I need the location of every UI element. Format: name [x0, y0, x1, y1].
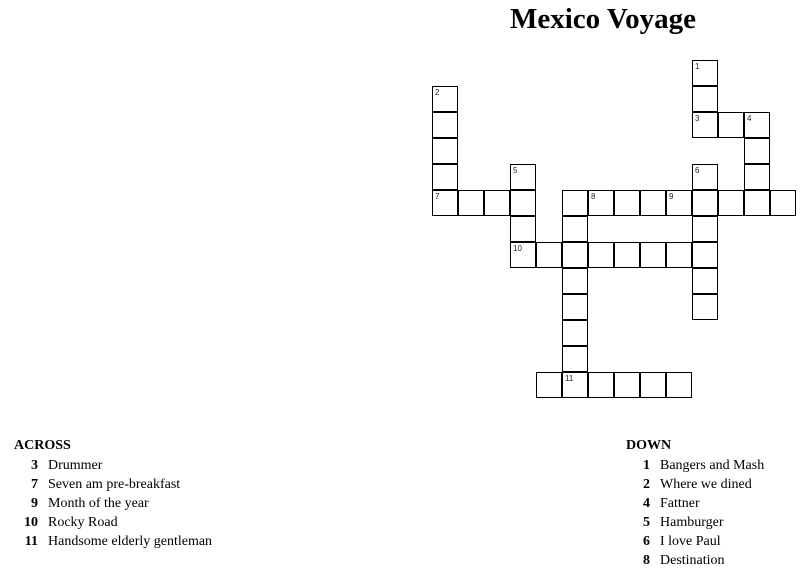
clue-text: Hamburger: [660, 515, 724, 530]
clue-across-3: [14, 456, 212, 475]
grid-cell[interactable]: [692, 60, 718, 86]
grid-cell[interactable]: [614, 372, 640, 398]
grid-cell[interactable]: [692, 294, 718, 320]
clue-number-label: 3: [695, 114, 700, 123]
grid-cell[interactable]: [588, 242, 614, 268]
grid-cell[interactable]: [692, 190, 718, 216]
grid-cell[interactable]: [562, 320, 588, 346]
grid-cell[interactable]: [640, 190, 666, 216]
clue-text: Bangers and Mash: [660, 458, 765, 473]
clue-number-label: 7: [435, 192, 440, 201]
clue-number-label: 11: [565, 374, 574, 383]
clue-number: 6: [643, 534, 650, 549]
grid-cell[interactable]: [562, 294, 588, 320]
grid-cell[interactable]: [588, 190, 614, 216]
grid-cell[interactable]: [536, 372, 562, 398]
grid-cell[interactable]: [666, 242, 692, 268]
across-clues: [14, 436, 212, 551]
clue-number-label: 1: [695, 62, 700, 71]
grid-cell[interactable]: [666, 190, 692, 216]
clue-number-label: 8: [591, 192, 596, 201]
grid-cell[interactable]: [562, 346, 588, 372]
grid-cell[interactable]: [666, 372, 692, 398]
grid-cell[interactable]: [458, 190, 484, 216]
down-heading: DOWN: [626, 438, 672, 453]
grid-cell[interactable]: [614, 242, 640, 268]
clue-number-label: 2: [435, 88, 440, 97]
grid-cell[interactable]: [562, 372, 588, 398]
clue-down-2: [626, 475, 764, 494]
grid-cell[interactable]: [640, 372, 666, 398]
grid-cell[interactable]: [692, 216, 718, 242]
clue-text: Drummer: [48, 458, 103, 473]
clue-text: Rocky Road: [48, 515, 118, 530]
grid-cell[interactable]: [692, 112, 718, 138]
grid-cell[interactable]: [432, 190, 458, 216]
grid-cell[interactable]: [692, 242, 718, 268]
grid-cell[interactable]: [562, 216, 588, 242]
puzzle-title: Mexico Voyage: [509, 3, 697, 35]
grid-cell[interactable]: [562, 190, 588, 216]
grid-cell[interactable]: [510, 216, 536, 242]
clue-text: Destination: [660, 553, 725, 568]
clue-number: 5: [643, 515, 650, 530]
grid-cell[interactable]: [432, 86, 458, 112]
clue-down-1: [626, 456, 764, 475]
clue-number: 9: [31, 496, 38, 511]
grid-cell[interactable]: [614, 190, 640, 216]
clue-number: 3: [31, 458, 38, 473]
clue-text: Seven am pre-breakfast: [48, 477, 181, 492]
grid-cell[interactable]: [432, 164, 458, 190]
clue-down-8: [626, 551, 764, 570]
grid-cell[interactable]: [536, 242, 562, 268]
clue-number-label: 6: [695, 166, 700, 175]
clue-number: 4: [643, 496, 650, 511]
clue-number: 1: [643, 458, 650, 473]
grid-cell[interactable]: [484, 190, 510, 216]
grid-cell[interactable]: [562, 242, 588, 268]
clue-number-label: 4: [747, 114, 752, 123]
clue-number-label: 5: [513, 166, 518, 175]
grid-cell[interactable]: [744, 112, 770, 138]
clue-text: Handsome elderly gentleman: [48, 534, 213, 549]
down-clues: [626, 436, 764, 570]
clue-number: 7: [31, 477, 38, 492]
grid-cell[interactable]: [770, 190, 796, 216]
clue-text: I love Paul: [660, 534, 721, 549]
grid-cell[interactable]: [640, 242, 666, 268]
clue-number-label: 9: [669, 192, 674, 201]
clue-number: 8: [643, 553, 650, 568]
clue-number: 11: [24, 534, 38, 549]
clue-down-6: [626, 532, 764, 551]
clue-number: 2: [643, 477, 650, 492]
clue-across-11: [14, 532, 212, 551]
grid-cell[interactable]: [432, 112, 458, 138]
clue-across-7: [14, 475, 212, 494]
clue-across-10: [14, 513, 212, 532]
across-heading: ACROSS: [14, 438, 71, 453]
grid-cell[interactable]: [692, 86, 718, 112]
grid-cell[interactable]: [432, 138, 458, 164]
grid-cell[interactable]: [744, 164, 770, 190]
clue-across-9: [14, 494, 212, 513]
clue-number: 10: [24, 515, 38, 530]
clue-down-4: [626, 494, 764, 513]
grid-cell[interactable]: [692, 268, 718, 294]
grid-cell[interactable]: [588, 372, 614, 398]
grid-cell[interactable]: [692, 164, 718, 190]
grid-cell[interactable]: [510, 190, 536, 216]
clue-text: Month of the year: [48, 496, 149, 511]
clue-text: Where we dined: [660, 477, 752, 492]
clue-down-5: [626, 513, 764, 532]
grid-cell[interactable]: [562, 268, 588, 294]
grid-cell[interactable]: [510, 164, 536, 190]
grid-cell[interactable]: [718, 112, 744, 138]
grid-cell[interactable]: [744, 138, 770, 164]
clue-text: Fattner: [660, 496, 700, 511]
grid-cell[interactable]: [744, 190, 770, 216]
clue-number-label: 10: [513, 244, 522, 253]
grid-cell[interactable]: [510, 242, 536, 268]
grid-cell[interactable]: [718, 190, 744, 216]
